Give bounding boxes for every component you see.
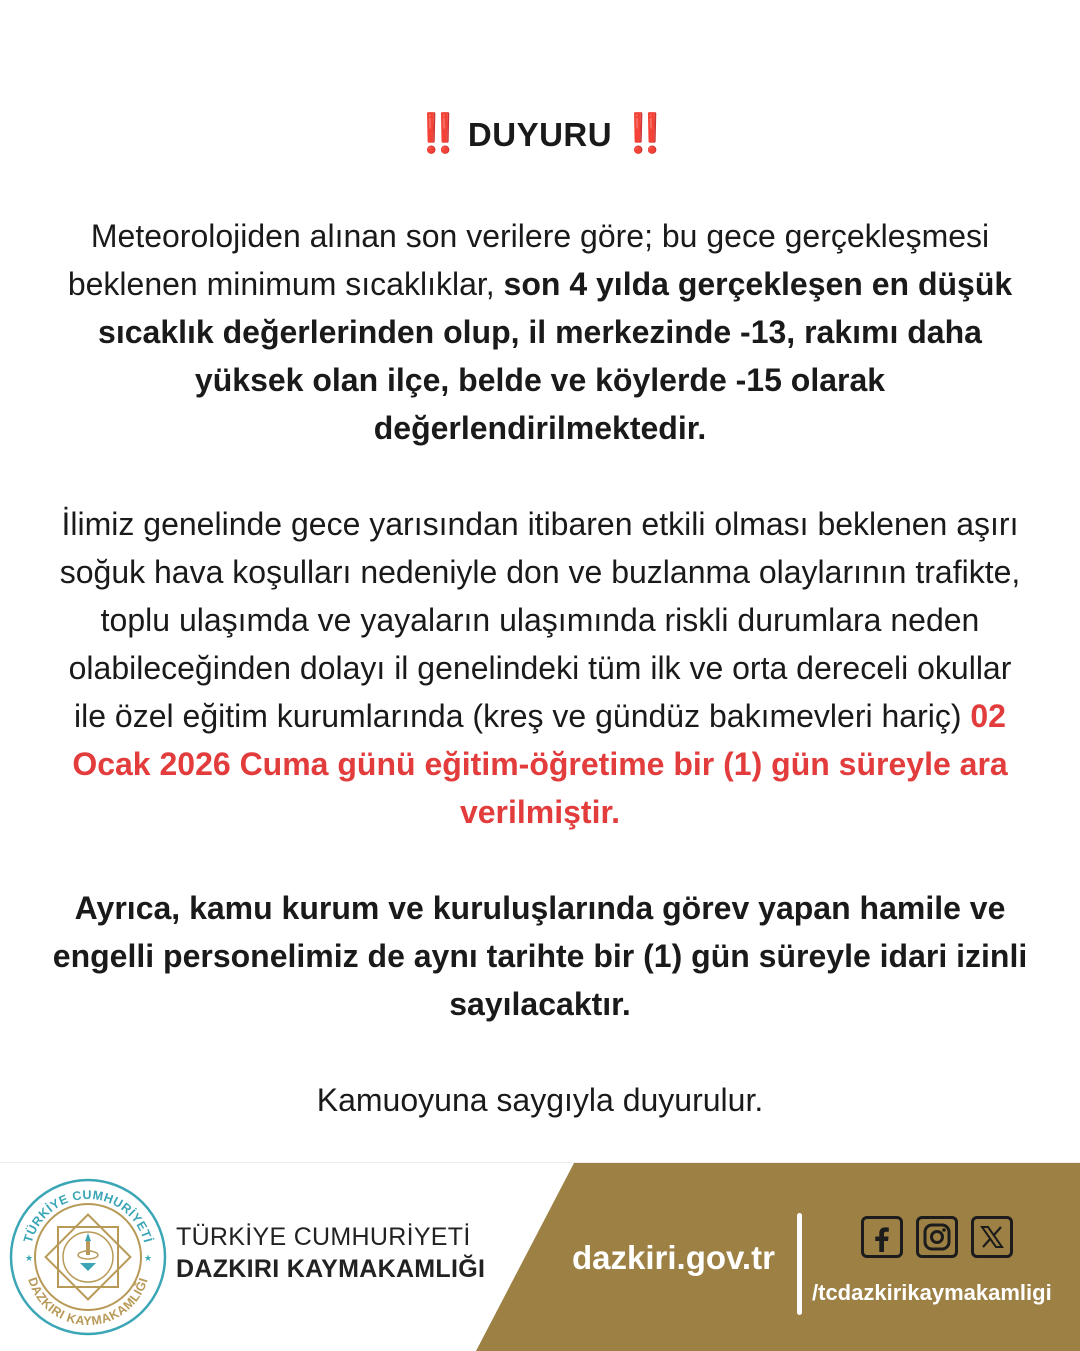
facebook-icon[interactable]: [861, 1216, 903, 1258]
paragraph-closing: Kamuoyuna saygıyla duyurulur.: [316, 1082, 764, 1118]
double-exclamation-icon: ‼️: [414, 113, 459, 155]
closure-text: İlimiz genelinde gece yarısından itibaren etkili olması beklenen aşırı soğuk hava koşulları nedeniyle don ve buzlanma olaylarının trafikte, toplu ulaşımda ve yayaların ulaşımında riskli durumlara neden olabileceğinden dolayı il genelindeki tüm ilk ve orta dereceli okullar ile özel eğitim kurumlarında (kreş ve gündüz bakımevleri hariç): [59, 506, 1021, 734]
footer-banner: [0, 1162, 1080, 1351]
svg-text:TÜRKİYE CUMHURİYETİ: TÜRKİYE CUMHURİYETİ: [20, 1187, 156, 1245]
svg-text:★: ★: [144, 1253, 153, 1263]
x-icon[interactable]: [971, 1216, 1013, 1258]
emblem-icon: [8, 1177, 168, 1337]
org-name-line1: TÜRKİYE CUMHURİYETİ: [176, 1223, 471, 1251]
paragraph-forecast: [50, 212, 1030, 452]
announcement-title: [0, 112, 1080, 156]
svg-text:DAZKIRI KAYMAKAMLIĞI: DAZKIRI KAYMAKAMLIĞI: [25, 1275, 151, 1329]
title-text: DUYURU: [467, 116, 613, 153]
forecast-bold-text: son 4 yılda gerçekleşen en düşük sıcaklık değerlerinden olup, il merkezinde -13, rakımı daha yüksek olan ilçe, belde ve köylerde -15 olarak değerlendirilmektedir.: [98, 266, 1013, 446]
double-exclamation-icon: ‼️: [621, 113, 666, 155]
svg-text:★: ★: [25, 1253, 34, 1263]
paragraph-staff-leave: Ayrıca, kamu kurum ve kuruluşlarında görev yapan hamile ve engelli personelimiz de aynı tarihte bir (1) gün süreyle idari izinli sayılacaktır.: [52, 890, 1028, 1022]
closure-highlight-text: 02 Ocak 2026 Cuma günü eğitim-öğretime bir (1) gün süreyle ara verilmiştir.: [72, 698, 1008, 830]
forecast-text: Meteorolojiden alınan son verilere göre; bu gece gerçekleşmesi beklenen minimum sıcaklıklar,: [67, 218, 990, 302]
paragraph-school-closure: [50, 500, 1030, 836]
instagram-icon[interactable]: [916, 1216, 958, 1258]
website-link[interactable]: dazkiri.gov.tr: [572, 1239, 775, 1276]
social-handle[interactable]: /tcdazkirikaymakamligi: [812, 1280, 1052, 1305]
footer-divider: [797, 1213, 802, 1315]
org-name-line2: DAZKIRI KAYMAKAMLIĞI: [176, 1255, 486, 1283]
